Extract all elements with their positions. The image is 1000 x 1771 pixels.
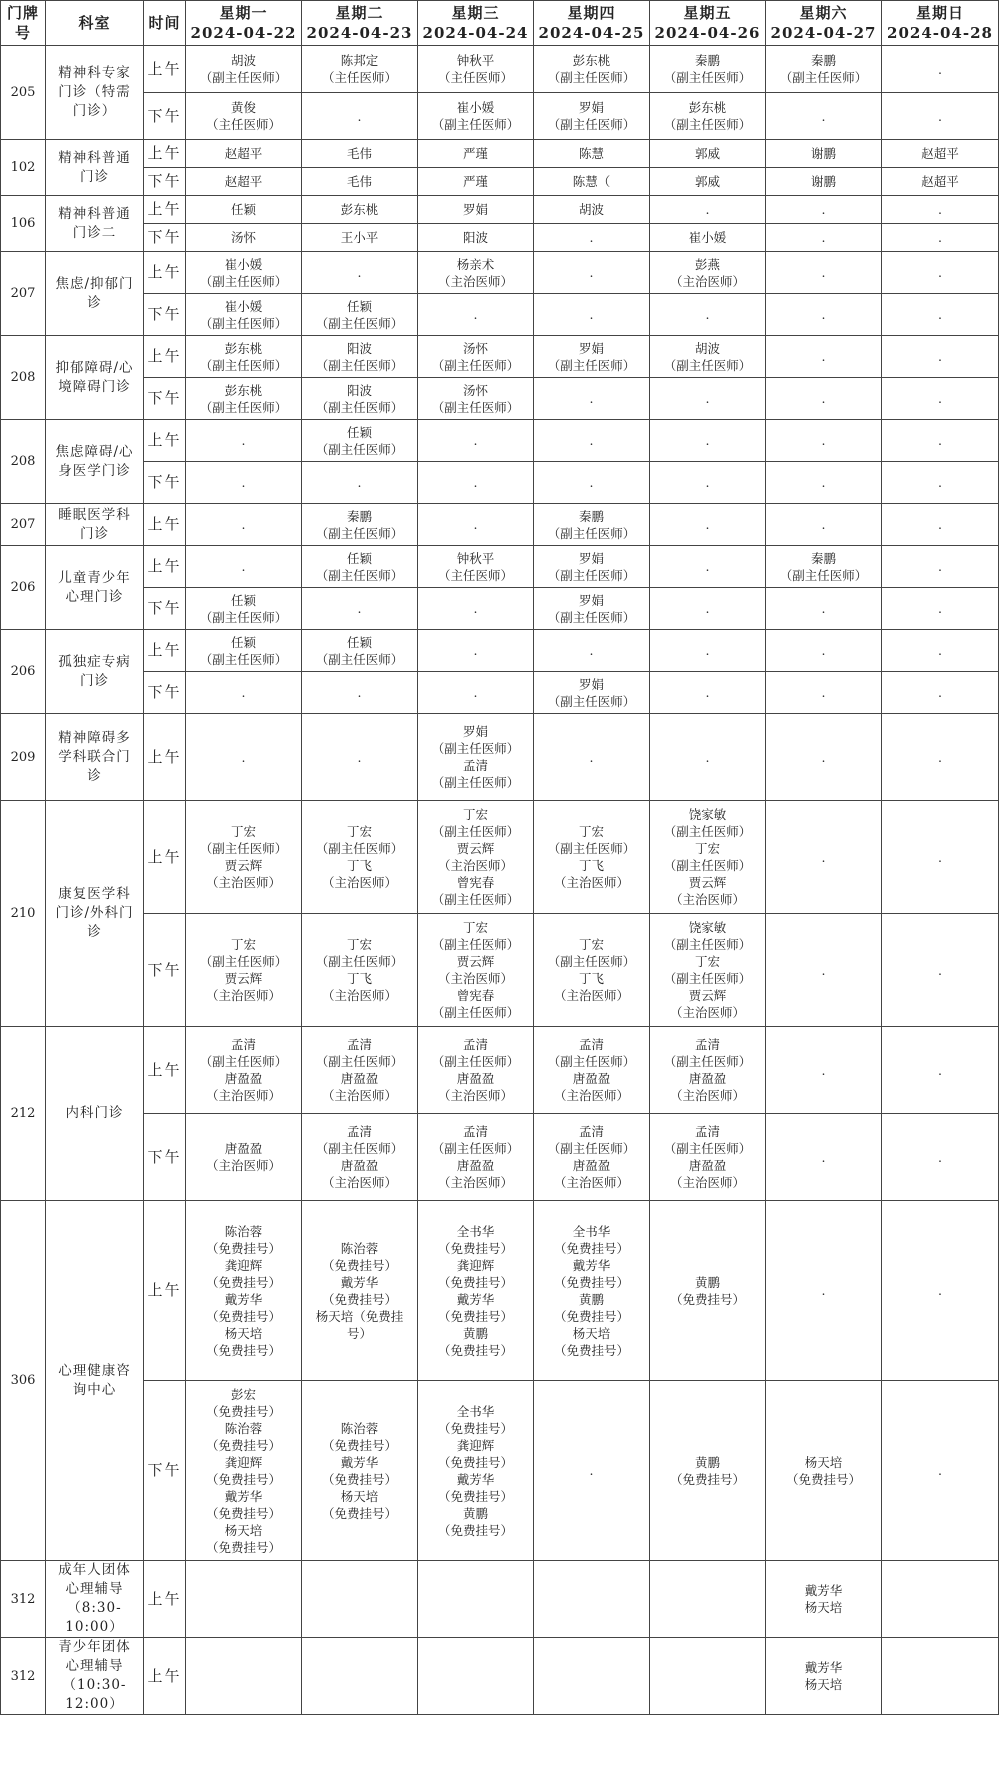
schedule-cell: .	[766, 1201, 882, 1381]
department-name: 精神障碍多学科联合门诊	[46, 714, 144, 801]
department-name: 抑郁障碍/心境障碍门诊	[46, 336, 144, 420]
time-period: 上午	[144, 546, 186, 588]
schedule-cell: 孟清 （副主任医师） 唐盈盈 （主治医师）	[650, 1114, 766, 1201]
header-room: 门牌号	[1, 1, 46, 46]
day-name: 星期四	[567, 4, 616, 22]
schedule-cell: 任颖 （副主任医师）	[302, 294, 418, 336]
schedule-cell: .	[650, 504, 766, 546]
table-row	[1, 1561, 999, 1638]
day-name: 星期六	[799, 4, 848, 22]
header-day	[418, 1, 534, 46]
department-name: 青少年团体心理辅导 （10:30- 12:00）	[46, 1638, 144, 1715]
time-period: 下午	[144, 588, 186, 630]
schedule-cell: 谢鹏	[766, 140, 882, 168]
schedule-cell: 彭东桃 （副主任医师）	[534, 46, 650, 93]
schedule-cell: .	[766, 336, 882, 378]
schedule-cell: .	[186, 546, 302, 588]
time-period: 下午	[144, 224, 186, 252]
schedule-cell: .	[534, 224, 650, 252]
schedule-cell: 毛伟	[302, 140, 418, 168]
schedule-cell: 秦鹏 （副主任医师）	[766, 546, 882, 588]
department-name: 焦虑/抑郁门诊	[46, 252, 144, 336]
room-number: 205	[1, 46, 46, 140]
schedule-cell: 全书华 （免费挂号） 戴芳华 （免费挂号） 黄鹏 （免费挂号） 杨天培 （免费挂号）	[534, 1201, 650, 1381]
schedule-cell: 陈治蓉 （免费挂号） 龚迎辉 （免费挂号） 戴芳华 （免费挂号） 杨天培 （免费挂号）	[186, 1201, 302, 1381]
schedule-cell: .	[882, 46, 999, 93]
day-date: 2024-04-23	[306, 24, 413, 42]
schedule-cell: .	[882, 630, 999, 672]
room-number: 209	[1, 714, 46, 801]
schedule-cell: 彭宏 （免费挂号） 陈治蓉 （免费挂号） 龚迎辉 （免费挂号） 戴芳华 （免费挂号） 杨天培 （免费挂号）	[186, 1381, 302, 1561]
schedule-cell: 戴芳华 杨天培	[766, 1561, 882, 1638]
schedule-cell: 赵超平	[186, 168, 302, 196]
time-period: 上午	[144, 714, 186, 801]
schedule-cell: .	[186, 672, 302, 714]
schedule-cell: .	[766, 420, 882, 462]
department-name: 心理健康咨询中心	[46, 1201, 144, 1561]
time-period: 下午	[144, 378, 186, 420]
schedule-cell: .	[882, 252, 999, 294]
table-row	[1, 462, 999, 504]
schedule-cell: .	[534, 462, 650, 504]
schedule-cell: 黄鹏 （免费挂号）	[650, 1201, 766, 1381]
schedule-cell: .	[650, 196, 766, 224]
table-row	[1, 224, 999, 252]
schedule-body	[1, 46, 999, 1715]
schedule-cell: 毛伟	[302, 168, 418, 196]
room-number: 102	[1, 140, 46, 196]
header-period: 时间	[144, 1, 186, 46]
schedule-cell: 丁宏 （副主任医师） 贾云辉 （主治医师） 曾宪春 （副主任医师）	[418, 801, 534, 914]
schedule-cell: .	[302, 93, 418, 140]
schedule-cell: .	[882, 196, 999, 224]
time-period: 上午	[144, 420, 186, 462]
table-row	[1, 252, 999, 294]
schedule-cell: .	[766, 914, 882, 1027]
time-period: 下午	[144, 294, 186, 336]
schedule-cell: .	[534, 630, 650, 672]
schedule-cell: 孟清 （副主任医师） 唐盈盈 （主治医师）	[534, 1114, 650, 1201]
schedule-cell: .	[650, 546, 766, 588]
schedule-cell: 孟清 （副主任医师） 唐盈盈 （主治医师）	[534, 1027, 650, 1114]
day-date: 2024-04-26	[654, 24, 761, 42]
day-name: 星期日	[915, 4, 964, 22]
schedule-cell: 郭威	[650, 140, 766, 168]
schedule-cell: .	[882, 672, 999, 714]
schedule-cell: .	[302, 588, 418, 630]
schedule-cell: .	[766, 1027, 882, 1114]
schedule-cell: 赵超平	[186, 140, 302, 168]
schedule-cell: 罗娟 （副主任医师）	[534, 546, 650, 588]
schedule-cell	[650, 1561, 766, 1638]
schedule-cell: .	[650, 714, 766, 801]
schedule-cell: 秦鹏 （副主任医师）	[534, 504, 650, 546]
schedule-cell: 崔小媛	[650, 224, 766, 252]
schedule-cell: 罗娟 （副主任医师）	[534, 672, 650, 714]
table-row	[1, 546, 999, 588]
schedule-cell: .	[186, 462, 302, 504]
schedule-cell	[418, 1561, 534, 1638]
schedule-cell: .	[882, 378, 999, 420]
header-dept: 科室	[46, 1, 144, 46]
schedule-cell: 崔小媛 （副主任医师）	[186, 252, 302, 294]
schedule-cell: .	[882, 1381, 999, 1561]
schedule-cell: 丁宏 （副主任医师） 贾云辉 （主治医师）	[186, 801, 302, 914]
schedule-cell: 杨亲术 （主治医师）	[418, 252, 534, 294]
schedule-cell: 孟清 （副主任医师） 唐盈盈 （主治医师）	[418, 1114, 534, 1201]
schedule-cell: .	[534, 1381, 650, 1561]
day-date: 2024-04-28	[887, 24, 993, 42]
schedule-cell: 钟秋平 （主任医师）	[418, 46, 534, 93]
time-period: 上午	[144, 140, 186, 168]
time-period: 下午	[144, 672, 186, 714]
schedule-cell: 饶家敏 （副主任医师） 丁宏 （副主任医师） 贾云辉 （主治医师）	[650, 801, 766, 914]
time-period: 下午	[144, 93, 186, 140]
room-number: 210	[1, 801, 46, 1027]
time-period: 上午	[144, 336, 186, 378]
table-row	[1, 1638, 999, 1715]
table-row	[1, 588, 999, 630]
table-row	[1, 1114, 999, 1201]
schedule-cell: .	[534, 378, 650, 420]
schedule-cell: 阳波 （副主任医师）	[302, 378, 418, 420]
schedule-cell: 彭燕 （主治医师）	[650, 252, 766, 294]
schedule-cell: 阳波	[418, 224, 534, 252]
schedule-cell: .	[766, 672, 882, 714]
time-period: 上午	[144, 252, 186, 294]
schedule-cell: 胡波 （副主任医师）	[650, 336, 766, 378]
table-row	[1, 140, 999, 168]
schedule-cell: .	[650, 630, 766, 672]
schedule-cell: 赵超平	[882, 168, 999, 196]
schedule-cell: 丁宏 （副主任医师） 丁飞 （主治医师）	[534, 914, 650, 1027]
schedule-cell: 任颖	[186, 196, 302, 224]
schedule-cell: .	[302, 462, 418, 504]
schedule-cell	[882, 1561, 999, 1638]
department-name: 睡眠医学科门诊	[46, 504, 144, 546]
schedule-cell: 孟清 （副主任医师） 唐盈盈 （主治医师）	[302, 1027, 418, 1114]
schedule-cell: 阳波 （副主任医师）	[302, 336, 418, 378]
time-period: 上午	[144, 1027, 186, 1114]
schedule-cell: 钟秋平 （主任医师）	[418, 546, 534, 588]
schedule-cell: .	[418, 672, 534, 714]
schedule-cell: 戴芳华 杨天培	[766, 1638, 882, 1715]
table-row	[1, 336, 999, 378]
schedule-cell: 丁宏 （副主任医师） 丁飞 （主治医师）	[302, 801, 418, 914]
table-row	[1, 168, 999, 196]
room-number: 106	[1, 196, 46, 252]
schedule-cell: .	[650, 420, 766, 462]
schedule-cell: .	[882, 504, 999, 546]
schedule-cell: 汤怀	[186, 224, 302, 252]
time-period: 下午	[144, 462, 186, 504]
room-number: 206	[1, 546, 46, 630]
day-name: 星期一	[219, 4, 268, 22]
header-row	[1, 1, 999, 46]
schedule-cell: .	[302, 252, 418, 294]
schedule-cell: .	[882, 294, 999, 336]
header-day	[534, 1, 650, 46]
schedule-cell: 罗娟 （副主任医师）	[534, 588, 650, 630]
table-row	[1, 294, 999, 336]
table-row	[1, 801, 999, 914]
schedule-cell: .	[882, 714, 999, 801]
table-row	[1, 378, 999, 420]
day-date: 2024-04-27	[770, 24, 877, 42]
schedule-cell: 任颖 （副主任医师）	[186, 630, 302, 672]
schedule-cell: 黄鹏 （免费挂号）	[650, 1381, 766, 1561]
room-number: 207	[1, 252, 46, 336]
schedule-cell: 丁宏 （副主任医师） 贾云辉 （主治医师） 曾宪春 （副主任医师）	[418, 914, 534, 1027]
department-name: 焦虑障碍/心身医学门诊	[46, 420, 144, 504]
schedule-cell: 胡波 （副主任医师）	[186, 46, 302, 93]
schedule-cell: .	[534, 714, 650, 801]
schedule-cell: .	[766, 714, 882, 801]
day-name: 星期三	[451, 4, 500, 22]
schedule-cell: 陈治蓉 （免费挂号） 戴芳华 （免费挂号） 杨天培 （免费挂号）	[302, 1381, 418, 1561]
schedule-cell: 彭东桃 （副主任医师）	[186, 336, 302, 378]
schedule-cell: 孟清 （副主任医师） 唐盈盈 （主治医师）	[186, 1027, 302, 1114]
schedule-cell: .	[882, 546, 999, 588]
schedule-cell: .	[418, 504, 534, 546]
day-date: 2024-04-22	[190, 24, 297, 42]
department-name: 儿童青少年心理门诊	[46, 546, 144, 630]
schedule-cell: 秦鹏 （副主任医师）	[650, 46, 766, 93]
time-period: 上午	[144, 1561, 186, 1638]
schedule-cell: 杨天培 （免费挂号）	[766, 1381, 882, 1561]
schedule-cell: 饶家敏 （副主任医师） 丁宏 （副主任医师） 贾云辉 （主治医师）	[650, 914, 766, 1027]
schedule-cell: .	[418, 588, 534, 630]
schedule-cell: .	[766, 504, 882, 546]
schedule-cell: 彭东桃 （副主任医师）	[186, 378, 302, 420]
table-row	[1, 196, 999, 224]
schedule-cell: 彭东桃	[302, 196, 418, 224]
room-number: 306	[1, 1201, 46, 1561]
time-period: 下午	[144, 168, 186, 196]
schedule-cell: .	[186, 714, 302, 801]
table-row	[1, 504, 999, 546]
table-row	[1, 1201, 999, 1381]
schedule-cell: 赵超平	[882, 140, 999, 168]
schedule-cell: .	[186, 504, 302, 546]
schedule-cell: .	[650, 294, 766, 336]
schedule-cell: .	[650, 588, 766, 630]
schedule-cell: 任颖 （副主任医师）	[302, 630, 418, 672]
schedule-cell: .	[882, 420, 999, 462]
schedule-cell: 谢鹏	[766, 168, 882, 196]
header-day	[302, 1, 418, 46]
day-date: 2024-04-24	[422, 24, 529, 42]
schedule-cell: 任颖 （副主任医师）	[302, 546, 418, 588]
schedule-cell	[186, 1638, 302, 1715]
time-period: 下午	[144, 914, 186, 1027]
schedule-cell: .	[766, 378, 882, 420]
schedule-cell: .	[418, 462, 534, 504]
table-row	[1, 1381, 999, 1561]
room-number: 206	[1, 630, 46, 714]
time-period: 上午	[144, 630, 186, 672]
schedule-cell: .	[302, 714, 418, 801]
schedule-cell: 全书华 （免费挂号） 龚迎辉 （免费挂号） 戴芳华 （免费挂号） 黄鹏 （免费挂号）	[418, 1201, 534, 1381]
schedule-cell: .	[650, 462, 766, 504]
department-name: 精神科普通门诊	[46, 140, 144, 196]
schedule-cell: .	[534, 294, 650, 336]
schedule-cell: .	[766, 462, 882, 504]
table-row	[1, 46, 999, 93]
schedule-cell: 罗娟	[418, 196, 534, 224]
schedule-cell: 陈治蓉 （免费挂号） 戴芳华 （免费挂号） 杨天培（免费挂 号）	[302, 1201, 418, 1381]
schedule-cell: 罗娟 （副主任医师）	[534, 93, 650, 140]
time-period: 上午	[144, 1201, 186, 1381]
department-name: 内科门诊	[46, 1027, 144, 1201]
schedule-cell: .	[882, 1201, 999, 1381]
department-name: 精神科普通门诊二	[46, 196, 144, 252]
header-day	[882, 1, 999, 46]
schedule-cell: .	[766, 196, 882, 224]
schedule-cell: .	[882, 336, 999, 378]
schedule-cell: .	[766, 630, 882, 672]
schedule-cell: .	[418, 420, 534, 462]
schedule-cell: .	[882, 224, 999, 252]
schedule-cell	[186, 1561, 302, 1638]
schedule-cell: .	[650, 672, 766, 714]
time-period: 上午	[144, 46, 186, 93]
header-day	[650, 1, 766, 46]
room-number: 212	[1, 1027, 46, 1201]
schedule-cell: 崔小媛 （副主任医师）	[186, 294, 302, 336]
schedule-cell	[534, 1638, 650, 1715]
schedule-cell: .	[766, 252, 882, 294]
schedule-cell: 孟清 （副主任医师） 唐盈盈 （主治医师）	[418, 1027, 534, 1114]
schedule-cell: 汤怀 （副主任医师）	[418, 336, 534, 378]
schedule-cell: 任颖 （副主任医师）	[186, 588, 302, 630]
schedule-cell: .	[882, 588, 999, 630]
table-row	[1, 93, 999, 140]
schedule-cell: .	[882, 1114, 999, 1201]
schedule-cell: 丁宏 （副主任医师） 丁飞 （主治医师）	[534, 801, 650, 914]
schedule-cell	[302, 1561, 418, 1638]
schedule-cell: 秦鹏 （副主任医师）	[766, 46, 882, 93]
schedule-cell	[650, 1638, 766, 1715]
schedule-cell: .	[882, 1027, 999, 1114]
schedule-cell: 郭威	[650, 168, 766, 196]
schedule-cell: 孟清 （副主任医师） 唐盈盈 （主治医师）	[302, 1114, 418, 1201]
schedule-cell: 崔小媛 （副主任医师）	[418, 93, 534, 140]
schedule-cell: 彭东桃 （副主任医师）	[650, 93, 766, 140]
schedule-cell: 秦鹏 （副主任医师）	[302, 504, 418, 546]
schedule-cell: 陈慧（	[534, 168, 650, 196]
room-number: 312	[1, 1561, 46, 1638]
schedule-cell	[302, 1638, 418, 1715]
schedule-cell: 黄俊 （主任医师）	[186, 93, 302, 140]
schedule-cell: .	[882, 462, 999, 504]
schedule-cell: .	[766, 1114, 882, 1201]
schedule-cell: 孟清 （副主任医师） 唐盈盈 （主治医师）	[650, 1027, 766, 1114]
schedule-cell: 胡波	[534, 196, 650, 224]
schedule-cell: 汤怀 （副主任医师）	[418, 378, 534, 420]
time-period: 上午	[144, 504, 186, 546]
schedule-cell: .	[534, 420, 650, 462]
schedule-cell	[882, 1638, 999, 1715]
day-name: 星期五	[683, 4, 732, 22]
schedule-cell	[534, 1561, 650, 1638]
schedule-cell: 陈慧	[534, 140, 650, 168]
header-day	[186, 1, 302, 46]
schedule-cell: 丁宏 （副主任医师） 丁飞 （主治医师）	[302, 914, 418, 1027]
time-period: 上午	[144, 196, 186, 224]
room-number: 207	[1, 504, 46, 546]
room-number: 208	[1, 420, 46, 504]
schedule-cell: .	[534, 252, 650, 294]
room-number: 208	[1, 336, 46, 420]
schedule-cell: .	[650, 378, 766, 420]
day-name: 星期二	[335, 4, 384, 22]
schedule-cell: .	[186, 420, 302, 462]
schedule-cell: 唐盈盈 （主治医师）	[186, 1114, 302, 1201]
schedule-cell: 任颖 （副主任医师）	[302, 420, 418, 462]
schedule-cell: 罗娟 （副主任医师）	[534, 336, 650, 378]
header-day	[766, 1, 882, 46]
schedule-cell: 陈邦定 （主任医师）	[302, 46, 418, 93]
time-period: 上午	[144, 1638, 186, 1715]
schedule-cell: .	[882, 801, 999, 914]
room-number: 312	[1, 1638, 46, 1715]
schedule-cell: 严瑾	[418, 168, 534, 196]
schedule-cell: .	[766, 224, 882, 252]
schedule-cell: .	[418, 294, 534, 336]
schedule-cell: 丁宏 （副主任医师） 贾云辉 （主治医师）	[186, 914, 302, 1027]
schedule-cell: .	[766, 588, 882, 630]
schedule-cell	[418, 1638, 534, 1715]
department-name: 孤独症专病门诊	[46, 630, 144, 714]
department-name: 精神科专家门诊（特需门诊）	[46, 46, 144, 140]
day-date: 2024-04-25	[538, 24, 645, 42]
department-name: 成年人团体心理辅导 （8:30- 10:00）	[46, 1561, 144, 1638]
table-row	[1, 420, 999, 462]
department-name: 康复医学科门诊/外科门诊	[46, 801, 144, 1027]
schedule-cell: .	[882, 93, 999, 140]
schedule-cell: .	[882, 914, 999, 1027]
time-period: 上午	[144, 801, 186, 914]
table-row	[1, 914, 999, 1027]
time-period: 下午	[144, 1381, 186, 1561]
table-row	[1, 630, 999, 672]
schedule-cell: .	[418, 630, 534, 672]
table-row	[1, 1027, 999, 1114]
schedule-cell: .	[302, 672, 418, 714]
table-row	[1, 714, 999, 801]
schedule-cell: .	[766, 93, 882, 140]
schedule-cell: 严瑾	[418, 140, 534, 168]
schedule-cell: 全书华 （免费挂号） 龚迎辉 （免费挂号） 戴芳华 （免费挂号） 黄鹏 （免费挂号）	[418, 1381, 534, 1561]
table-row	[1, 672, 999, 714]
schedule-cell: 罗娟 （副主任医师） 孟清 （副主任医师）	[418, 714, 534, 801]
schedule-cell: .	[766, 801, 882, 914]
schedule-cell: 王小平	[302, 224, 418, 252]
time-period: 下午	[144, 1114, 186, 1201]
schedule-cell: .	[766, 294, 882, 336]
